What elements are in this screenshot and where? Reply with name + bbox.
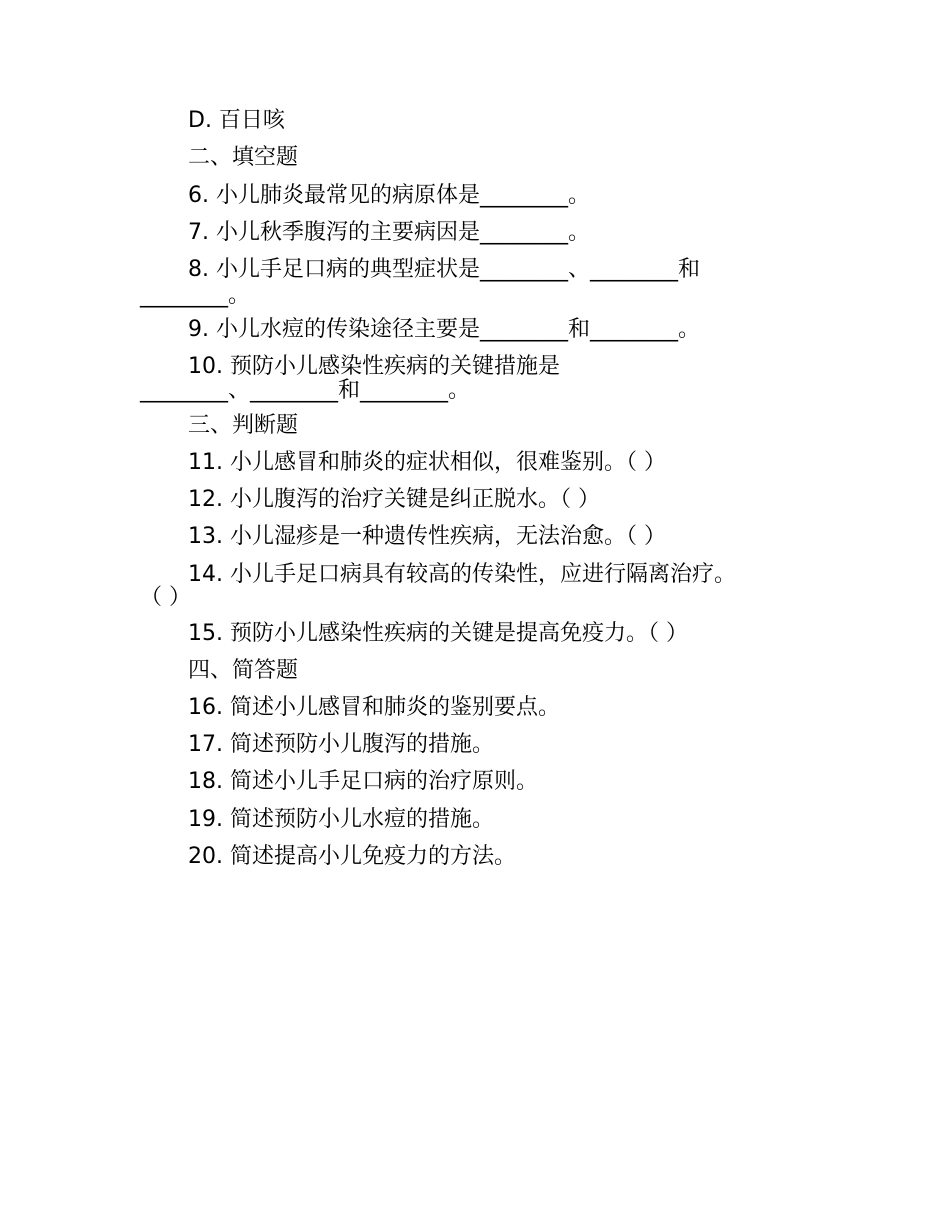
question-11: 11. 小儿感冒和肺炎的症状相似，很难鉴别。（ ）: [188, 450, 666, 475]
question-7: 7. 小儿秋季腹泻的主要病因是________。: [188, 220, 590, 245]
question-10: 10. 预防小儿感染性疾病的关键措施是: [188, 354, 560, 379]
question-18: 18. 简述小儿手足口病的治疗原则。: [188, 769, 538, 794]
section-heading-short-answer: 四、简答题: [188, 658, 299, 683]
question-13: 13. 小儿湿疹是一种遗传性疾病，无法治愈。（ ）: [188, 524, 666, 549]
question-12: 12. 小儿腹泻的治疗关键是纠正脱水。（ ）: [188, 487, 600, 512]
question-9: 9. 小儿水痘的传染途径主要是________和________。: [188, 317, 700, 342]
question-19: 19. 简述预防小儿水痘的措施。: [188, 807, 494, 832]
question-14-continuation: （ ）: [140, 585, 191, 610]
section-heading-fill-blank: 二、填空题: [188, 145, 299, 170]
question-17: 17. 简述预防小儿腹泻的措施。: [188, 732, 494, 757]
question-16: 16. 简述小儿感冒和肺炎的鉴别要点。: [188, 695, 560, 720]
question-8-continuation: ________。: [140, 283, 251, 308]
section-heading-true-false: 三、判断题: [188, 413, 299, 438]
option-d: D. 百日咳: [188, 108, 285, 133]
question-20: 20. 简述提高小儿免疫力的方法。: [188, 844, 516, 869]
question-6: 6. 小儿肺炎最常见的病原体是________。: [188, 183, 590, 208]
question-15: 15. 预防小儿感染性疾病的关键是提高免疫力。（ ）: [188, 621, 688, 646]
question-10-continuation: ________、________和________。: [140, 378, 471, 403]
question-8: 8. 小儿手足口病的典型症状是________、________和: [188, 257, 700, 282]
question-14: 14. 小儿手足口病具有较高的传染性，应进行隔离治疗。: [188, 562, 736, 587]
